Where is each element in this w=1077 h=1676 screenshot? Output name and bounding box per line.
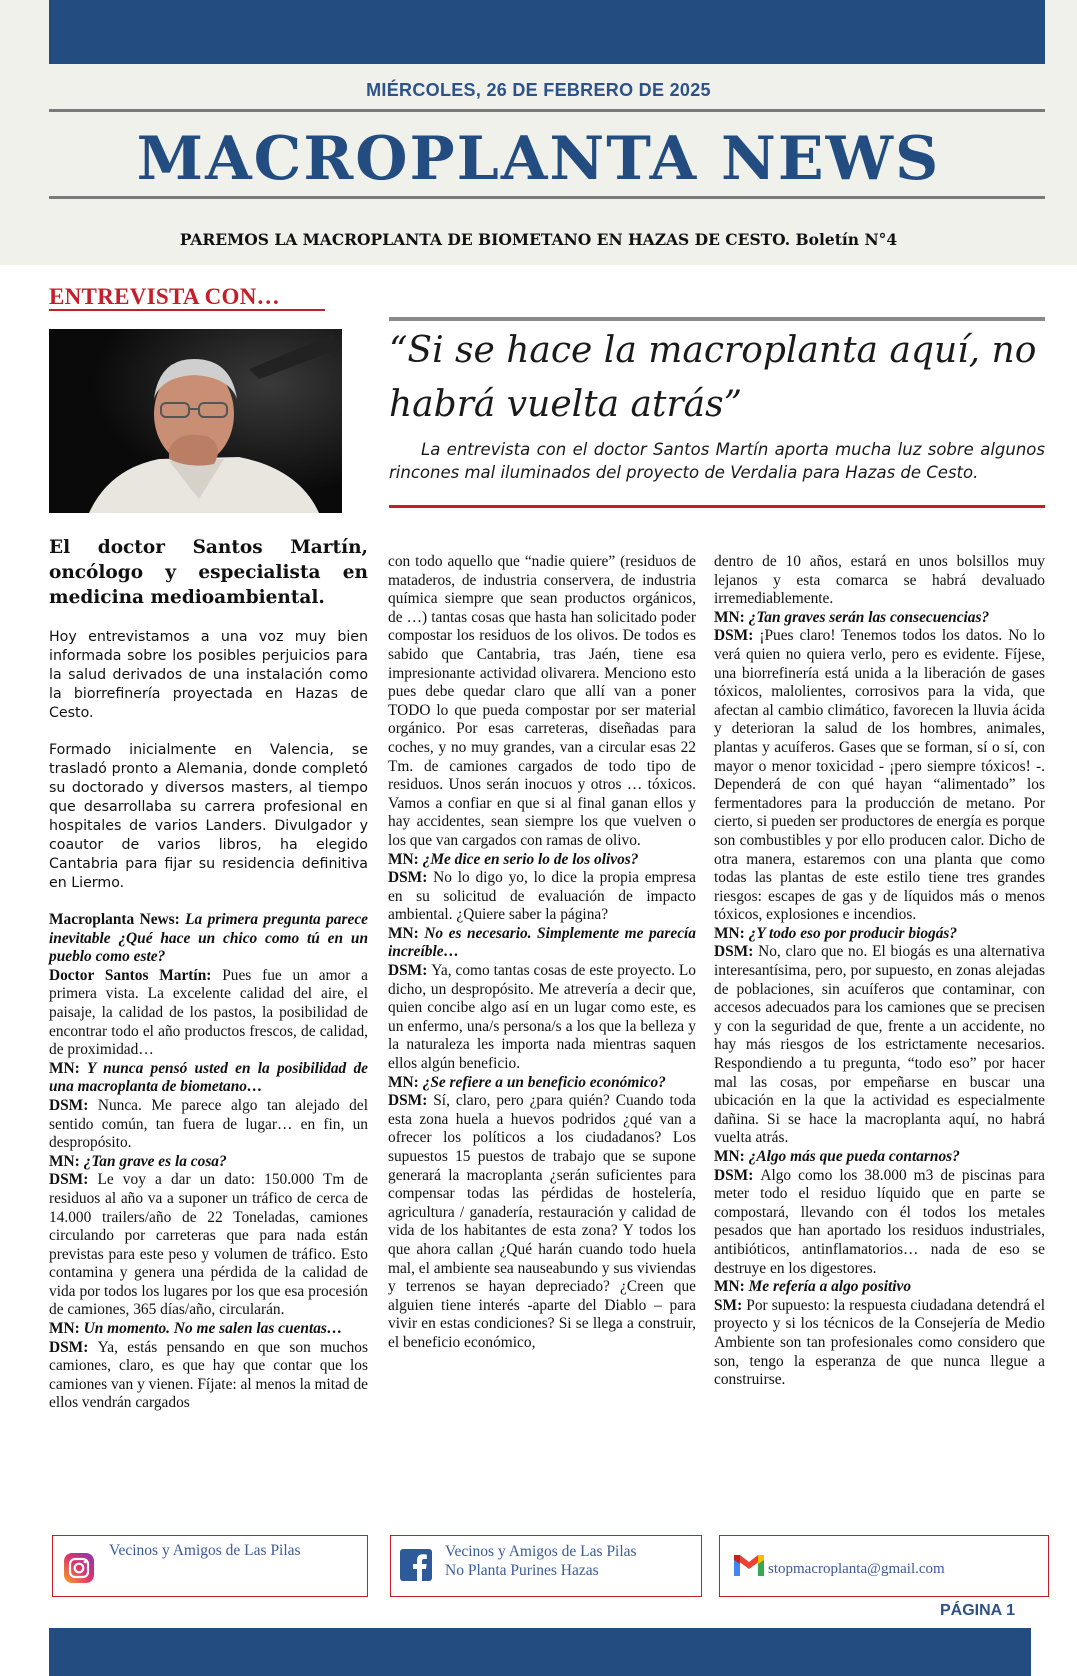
speaker-label: MN: <box>714 1278 749 1296</box>
interview-question <box>388 925 696 962</box>
speaker-label: MN: <box>714 924 749 942</box>
interview-question <box>714 1278 1045 1297</box>
interview-text <box>714 553 1045 1390</box>
interview-question <box>49 1320 368 1339</box>
question-text: ¿Tan graves serán las consecuencias? <box>748 608 990 626</box>
question-text: ¿Algo más que pueda contarnos? <box>748 1148 960 1165</box>
instagram-icon <box>63 1552 95 1584</box>
article-column-1 <box>49 535 368 1413</box>
speaker-label: DSM: <box>714 1166 761 1184</box>
speaker-label: DSM: <box>388 1092 434 1110</box>
title-bottom-rule <box>49 196 1045 199</box>
question-text: ¿Tan grave es la cosa? <box>83 1152 227 1170</box>
speaker-label: DSM: <box>714 627 760 645</box>
section-label: ENTREVISTA CON… <box>49 284 280 309</box>
issue-date: MIÉRCOLES, 26 DE FEBRERO DE 2025 <box>366 80 711 100</box>
intro-paragraph: Hoy entrevistamos a una voz muy bien informada sobre los posibles perjuicios para la salud derivados de una instalación como la biorrefinería proyectada en Hazas de Cesto. <box>49 629 368 721</box>
interview-answer <box>714 627 1045 925</box>
question-text: Y nunca pensó usted en la posibilidad de una macroplanta de biometano… <box>49 1059 368 1096</box>
speaker-label: Macroplanta News: <box>49 911 186 928</box>
newspaper-title: MACROPLANTA NEWS <box>136 124 941 194</box>
answer-text: Algo como los 38.000 m3 de piscinas para meter todo el residuo líquido que en parte se compostará, llevando con él todos los metales pesados que han aportado los residuos industriales, antibióticos, antinflamatorios… nada de eso se destruye en los digestores. <box>714 1166 1045 1277</box>
intro-paragraph: Formado inicialmente en Valencia, se trasladó pronto a Alemania, donde completó su doctorado y diversos masters, al tiempo que desarrollaba su carrera profesional en hospitales de varios Landers. Divulgador y coautor de varios libros, ha elegido Cantabria para fijar su residencia definitiva en Liermo. <box>49 742 368 891</box>
interview-text <box>388 553 696 1353</box>
instagram-label: Vecinos y Amigos de Las Pilas <box>109 1542 301 1559</box>
question-text: ¿Y todo eso por producir biogás? <box>748 924 958 942</box>
speaker-label: DSM: <box>49 1171 98 1189</box>
answer-text: Le voy a dar un dato: 150.000 Tm de residuos al año va a suponer un tráfico de cerca de 14.000 trailers/año de 22 Toneladas, camiones circulando por carreteras que para nada están previstas para este peso y volumen de tráfico. Esto contamina y genera una pérdida de la calidad de vida por todos los lugares por los que esa procesión de camiones, 365 días/año, circularán. <box>49 1171 368 1319</box>
instagram-link-box[interactable] <box>52 1535 368 1597</box>
interview-question <box>714 609 1045 628</box>
interview-question <box>49 911 368 967</box>
answer-text: Por supuesto: la respuesta ciudadana detendrá el proyecto y si los técnicos de la Consejería de Medio Ambiente son tan profesionales como considero que son, tengo la esperanza de que nunca llegue a construirse. <box>714 1296 1046 1389</box>
answer-text: dentro de 10 años, estará en unos bolsillos muy lejanos y esta comarca se habrá devaluado irremediablemente. <box>714 553 1045 608</box>
interview-answer <box>49 1097 368 1153</box>
interview-question <box>714 1148 1045 1167</box>
headline-bottom-rule <box>389 505 1045 508</box>
title-top-rule <box>49 109 1045 112</box>
article-column-2 <box>388 553 696 1353</box>
question-text: Un momento. No me salen las cuentas… <box>83 1320 343 1338</box>
speaker-label: MN: <box>388 1073 423 1091</box>
answer-text: con todo aquello que “nadie quiere” (residuos de mataderos, de industria conservera, de industria química siempre que sean productos orgánicos, de …) tantas cosas que hasta han solicitado poder compostar los residuos de los olivos. De todos es sabido que Cantabria, tras Jaén, tiene esa impresionante actividad olivarera. Menciono esto pues debe quedar claro que allí van a poner TODO lo que pueda compostar por ser material orgánico. Por esas carreteras, diseñadas para coches, y no muy grandes, van a circular esas 22 Tm. de camiones cargados de todo tipo de residuos. Unos serán inocuos y otros … tóxicos. Vamos a confiar en que si al final ganan ellos y hay accidentes, sean siempre los que vuelven o los que van cargados con ramas de olivo. <box>388 553 696 849</box>
facebook-link-box[interactable] <box>390 1535 702 1597</box>
interview-question <box>49 1060 368 1097</box>
answer-text: Ya, como tantas cosas de este proyecto. Lo dicho, un despropósito. Me atrevería a decir que, quien concibe algo así en un lugar como este, es un enfermo, una/s persona/s a los que la belleza y la naturaleza les importa nada mientras saquen ellos algún beneficio. <box>388 962 696 1073</box>
facebook-label-line1: Vecinos y Amigos de Las Pilas <box>445 1543 637 1560</box>
gmail-label: stopmacroplanta@gmail.com <box>768 1561 945 1577</box>
interview-answer <box>714 943 1045 1148</box>
interview-answer <box>714 553 1045 609</box>
section-underline <box>49 309 325 311</box>
gmail-icon <box>732 1552 766 1578</box>
speaker-label: DSM: <box>388 962 432 980</box>
speaker-label: MN: <box>388 850 423 868</box>
interview-question <box>388 1074 696 1093</box>
interview-answer <box>49 967 368 1060</box>
speaker-label: DSM: <box>49 1338 98 1356</box>
masthead <box>0 0 1077 265</box>
article-standfirst: La entrevista con el doctor Santos Martín aporta mucha luz sobre algunos rincones mal iluminados del proyecto de Verdalia para Hazas de Cesto. <box>389 440 1045 482</box>
speaker-label: MN: <box>714 608 749 626</box>
speaker-label: MN: <box>49 1320 84 1338</box>
interview-answer <box>388 553 696 851</box>
speaker-label: DSM: <box>49 1096 98 1114</box>
answer-text: No lo digo yo, lo dice la propia empresa en su solicitud de evaluación de impacto ambiental. ¿Quiere saber la página? <box>388 869 696 924</box>
interview-answer <box>49 1171 368 1320</box>
answer-text: Pues fue un amor a primera vista. La excelente calidad del aire, el paisaje, la calidad de los pastos, la posibilidad de encontrar todo el año productos frescos, de calidad, de proximidad… <box>49 966 368 1059</box>
interview-answer <box>714 1167 1045 1279</box>
question-text: ¿Se refiere a un beneficio económico? <box>422 1073 666 1091</box>
interview-question <box>388 851 696 870</box>
speaker-label: MN: <box>49 1152 84 1170</box>
speaker-label: DSM: <box>714 943 759 961</box>
interview-answer <box>388 962 696 1074</box>
answer-text: No, claro que no. El biogás es una alternativa interesantísima, pero, por supuesto, en zonas alejadas de poblaciones, sin acuíferos que contaminar, con accesos adecuados para los camiones que se precisen y con la seguridad de que, frente a un accidente, no hay más riesgos de los estrictamente necesarios. Respondiendo a tu pregunta, “todo eso” por hacer mal las cosas, por empeñarse en buscar una ubicación en la que la actividad es especialmente dañina. Si se hace la macroplanta aquí, no habrá vuelta atrás. <box>714 943 1045 1147</box>
speaker-label: MN: <box>714 1148 749 1165</box>
interview-question <box>49 1153 368 1172</box>
facebook-icon <box>399 1548 433 1582</box>
answer-text: ¡Pues claro! Tenemos todos los datos. No lo verá quien no quiera verlo, pero es evidente. Fíjese, una biorrefinería está unida a la liberación de gases tóxicos, malolientes, corrosivos para la vida, que afectan al cambio climático, favorecen la lluvia ácida y deterioran la salud de los hombres, animales, plantas y acuíferos. Gases que se forman, sí o sí, con mayor o menor toxicidad - ¡pero siempre tóxicos! -. Dependerá de con qué hayan “alimentado” los fermentadores para la producción de metano. Por cierto, si pueden ser productores de energía es porque son combustibles y por ello producen calor. Dicho de otra manera, estaremos con una planta que como todas las plantas de este estilo tiene tres grandes riesgos: escapes de gas y de líquidos más o menos tóxicos, explosiones e incendios. <box>714 627 1045 924</box>
answer-text: Nunca. Me parece algo tan alejado del sentido común, tan fuera de lugar… en fin, un despropósito. <box>49 1096 368 1152</box>
speaker-label: SM: <box>714 1296 747 1314</box>
question-text: ¿Me dice en serio lo de los olivos? <box>422 850 639 868</box>
speaker-label: DSM: <box>388 869 434 887</box>
speaker-label: Doctor Santos Martín: <box>49 966 223 984</box>
question-text: No es necesario. Simplemente me parecía increíble… <box>388 924 696 961</box>
question-text: La primera pregunta parece inevitable ¿Qué hace un chico como tú en un pueblo como este? <box>49 911 368 966</box>
article-headline: “Si se hace la macroplanta aquí, no habrá vuelta atrás” <box>389 330 1037 425</box>
interview-answer <box>49 1339 368 1413</box>
interview-answer <box>388 869 696 925</box>
facebook-label-line2: No Planta Purines Hazas <box>445 1562 599 1579</box>
speaker-label: MN: <box>49 1059 88 1077</box>
page-number: PÁGINA 1 <box>940 1602 1015 1619</box>
intro-heading: El doctor Santos Martín, oncólogo y especialista en medicina medioambiental. <box>49 537 368 608</box>
speaker-label: MN: <box>388 924 425 942</box>
footer-bottom-bar <box>49 1628 1031 1676</box>
interview-question <box>714 925 1045 944</box>
question-text: Me refería a algo positivo <box>748 1278 912 1296</box>
article-column-3 <box>714 553 1045 1390</box>
masthead-top-bar <box>49 0 1045 64</box>
newspaper-subtitle: PAREMOS LA MACROPLANTA DE BIOMETANO EN HAZAS DE CESTO. Boletín N°4 <box>179 230 898 249</box>
answer-text: Sí, claro, pero ¿para quién? Cuando toda esta zona huela a huevos podridos ¿qué van a ofrecer los políticos a los ciudadanos? Los supuestos 15 puestos de trabajo que se supone generará la macroplanta ¿serán suficientes para compensar todas las pérdidas de hostelería, agricultura / ganadería, restauración y calidad de vida de los habitantes de esta zona? Y todos los que ahora callan ¿Qué harán cuando todo huela mal, el ambiente sea nauseabundo y sus viviendas y terrenos se hayan depreciado? ¿Creen que alguien tiene interés -aparte del Diablo – para vivir en estas condiciones? Si se llega a construir, el beneficio económico, <box>388 1092 696 1351</box>
interview-text <box>49 911 368 1413</box>
interview-answer <box>388 1092 696 1352</box>
interview-answer <box>714 1297 1045 1390</box>
interviewee-photo <box>49 329 342 513</box>
headline-top-rule <box>389 317 1045 321</box>
answer-text: Ya, estás pensando en que son muchos camiones, claro, es que hay que contar que los camiones van y vienen. Fíjate: al menos la mitad de ellos vendrán cargados <box>49 1338 368 1412</box>
gmail-link-box[interactable] <box>719 1535 1049 1597</box>
